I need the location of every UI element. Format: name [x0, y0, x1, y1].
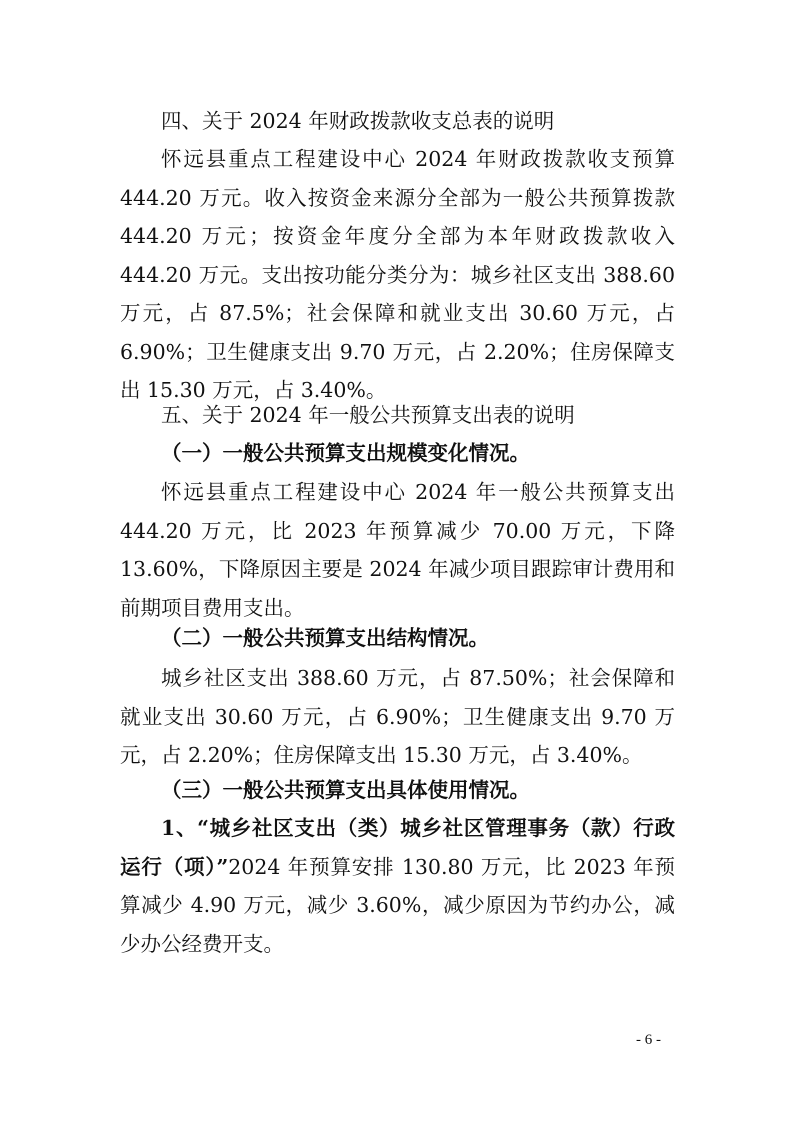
subsection-3-heading: （三）一般公共预算支出具体使用情况。: [161, 778, 530, 802]
section-5-heading: 五、关于 2024 年一般公共预算支出表的说明: [161, 403, 575, 427]
subsection-2-body: 城乡社区支出 388.60 万元，占 87.50%；社会保障和就业支出 30.60 万元，占 6.90%；卫生健康支出 9.70 万元，占 2.20%；住房保障支出 15.30 万元，占 3.40%。: [120, 666, 675, 767]
section-4-heading: 四、关于 2024 年财政拨款收支总表的说明: [161, 109, 555, 133]
page-number: - 6 -: [636, 1032, 661, 1048]
item-1-title: 1、“城乡社区支出（类）城乡社区管理事务（款）行政运行（项）”: [120, 816, 675, 879]
item-1-body: 2024 年预算安排 130.80 万元，比 2023 年预算减少 4.90 万元，减少 3.60%，减少原因为节约办公，减少办公经费开支。: [120, 854, 676, 956]
subsection-1-heading: （一）一般公共预算支出规模变化情况。: [161, 441, 530, 465]
subsection-1-body: 怀远县重点工程建设中心 2024 年一般公共预算支出 444.20 万元，比 2023 年预算减少 70.00 万元，下降 13.60%，下降原因主要是 2024 年减少项目跟踪审计费用和前期项目费用支出。: [120, 480, 675, 620]
section-4-body: 怀远县重点工程建设中心 2024 年财政拨款收支预算 444.20 万元。收入按资金来源分全部为一般公共预算拨款 444.20 万元；按资金年度分全部为本年财政拨款收入 444.20 万元。支出按功能分类分为：城乡社区支出 388.60 万元，占 87.5%；社会保障和就业支出 30.60 万元，占 6.90%；卫生健康支出 9.70 万元，占 2.20%；住房保障支出 15.30 万元，占 3.40%。: [120, 147, 675, 402]
subsection-2-heading: （二）一般公共预算支出结构情况。: [161, 626, 489, 650]
item-1-paragraph: [120, 809, 675, 963]
